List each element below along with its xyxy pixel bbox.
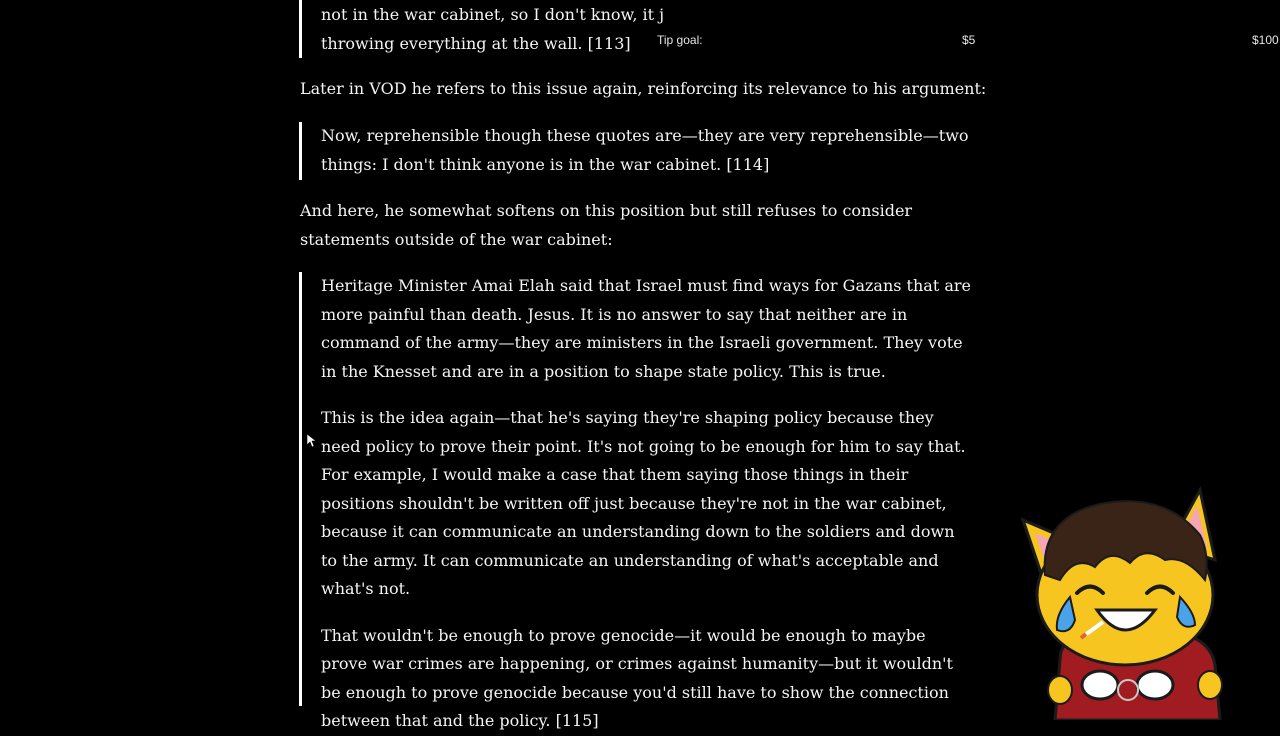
laughing-cat-avatar-icon [1015, 485, 1245, 720]
tip-goal-label: Tip goal: [657, 33, 703, 47]
quote-top-line-1: not in the war cabinet, so I don't know, it j [321, 5, 665, 24]
body-paragraph-2: And here, he somewhat softens on this position but still refuses to consider statements outside of the war cabinet: [300, 201, 913, 249]
blockquote-114 [299, 122, 974, 180]
tip-goal-target: $100 [1252, 33, 1279, 47]
quote-115-paragraph-1: Heritage Minister Amai Elah said that Israel must find ways for Gazans that are more painful than death. Jesus. It is no answer to say that neither are in command of the army—they are ministers in the Israeli government. They vote in the Knesset and are in a position to shape state policy. This is true. [321, 276, 971, 381]
quote-top-line-2: throwing everything at the wall. [113] [321, 33, 631, 53]
mouse-pointer-icon [307, 434, 316, 448]
quote-115-paragraph-2: This is the idea again—that he's saying they're shaping policy because they need policy to prove their point. It's not going to be enough for him to say that. For example, I would make a case that them saying those things in their positions shouldn't be written off just because they're not in the war cabinet, because it can communicate an understanding down to the soldiers and down to the army. It can communicate an understanding of what's acceptable and what's not. [321, 408, 966, 598]
blockquote-115 [299, 272, 974, 730]
tip-goal-current: $5 [962, 33, 976, 47]
quote-115-paragraph-3: That wouldn't be enough to prove genocide—it would be enough to maybe prove war crimes are happening, or crimes against humanity—but it wouldn't be enough to prove genocide because you'd still have to show the connection between that and the policy. [115] [321, 625, 953, 730]
body-paragraph-1: Later in VOD he refers to this issue again, reinforcing its relevance to his argument: [300, 79, 987, 98]
blockquote-top [299, 0, 974, 58]
quote-114-text: Now, reprehensible though these quotes are—they are very reprehensible—two things: I don't think anyone is in the war cabinet. [114] [321, 126, 969, 174]
